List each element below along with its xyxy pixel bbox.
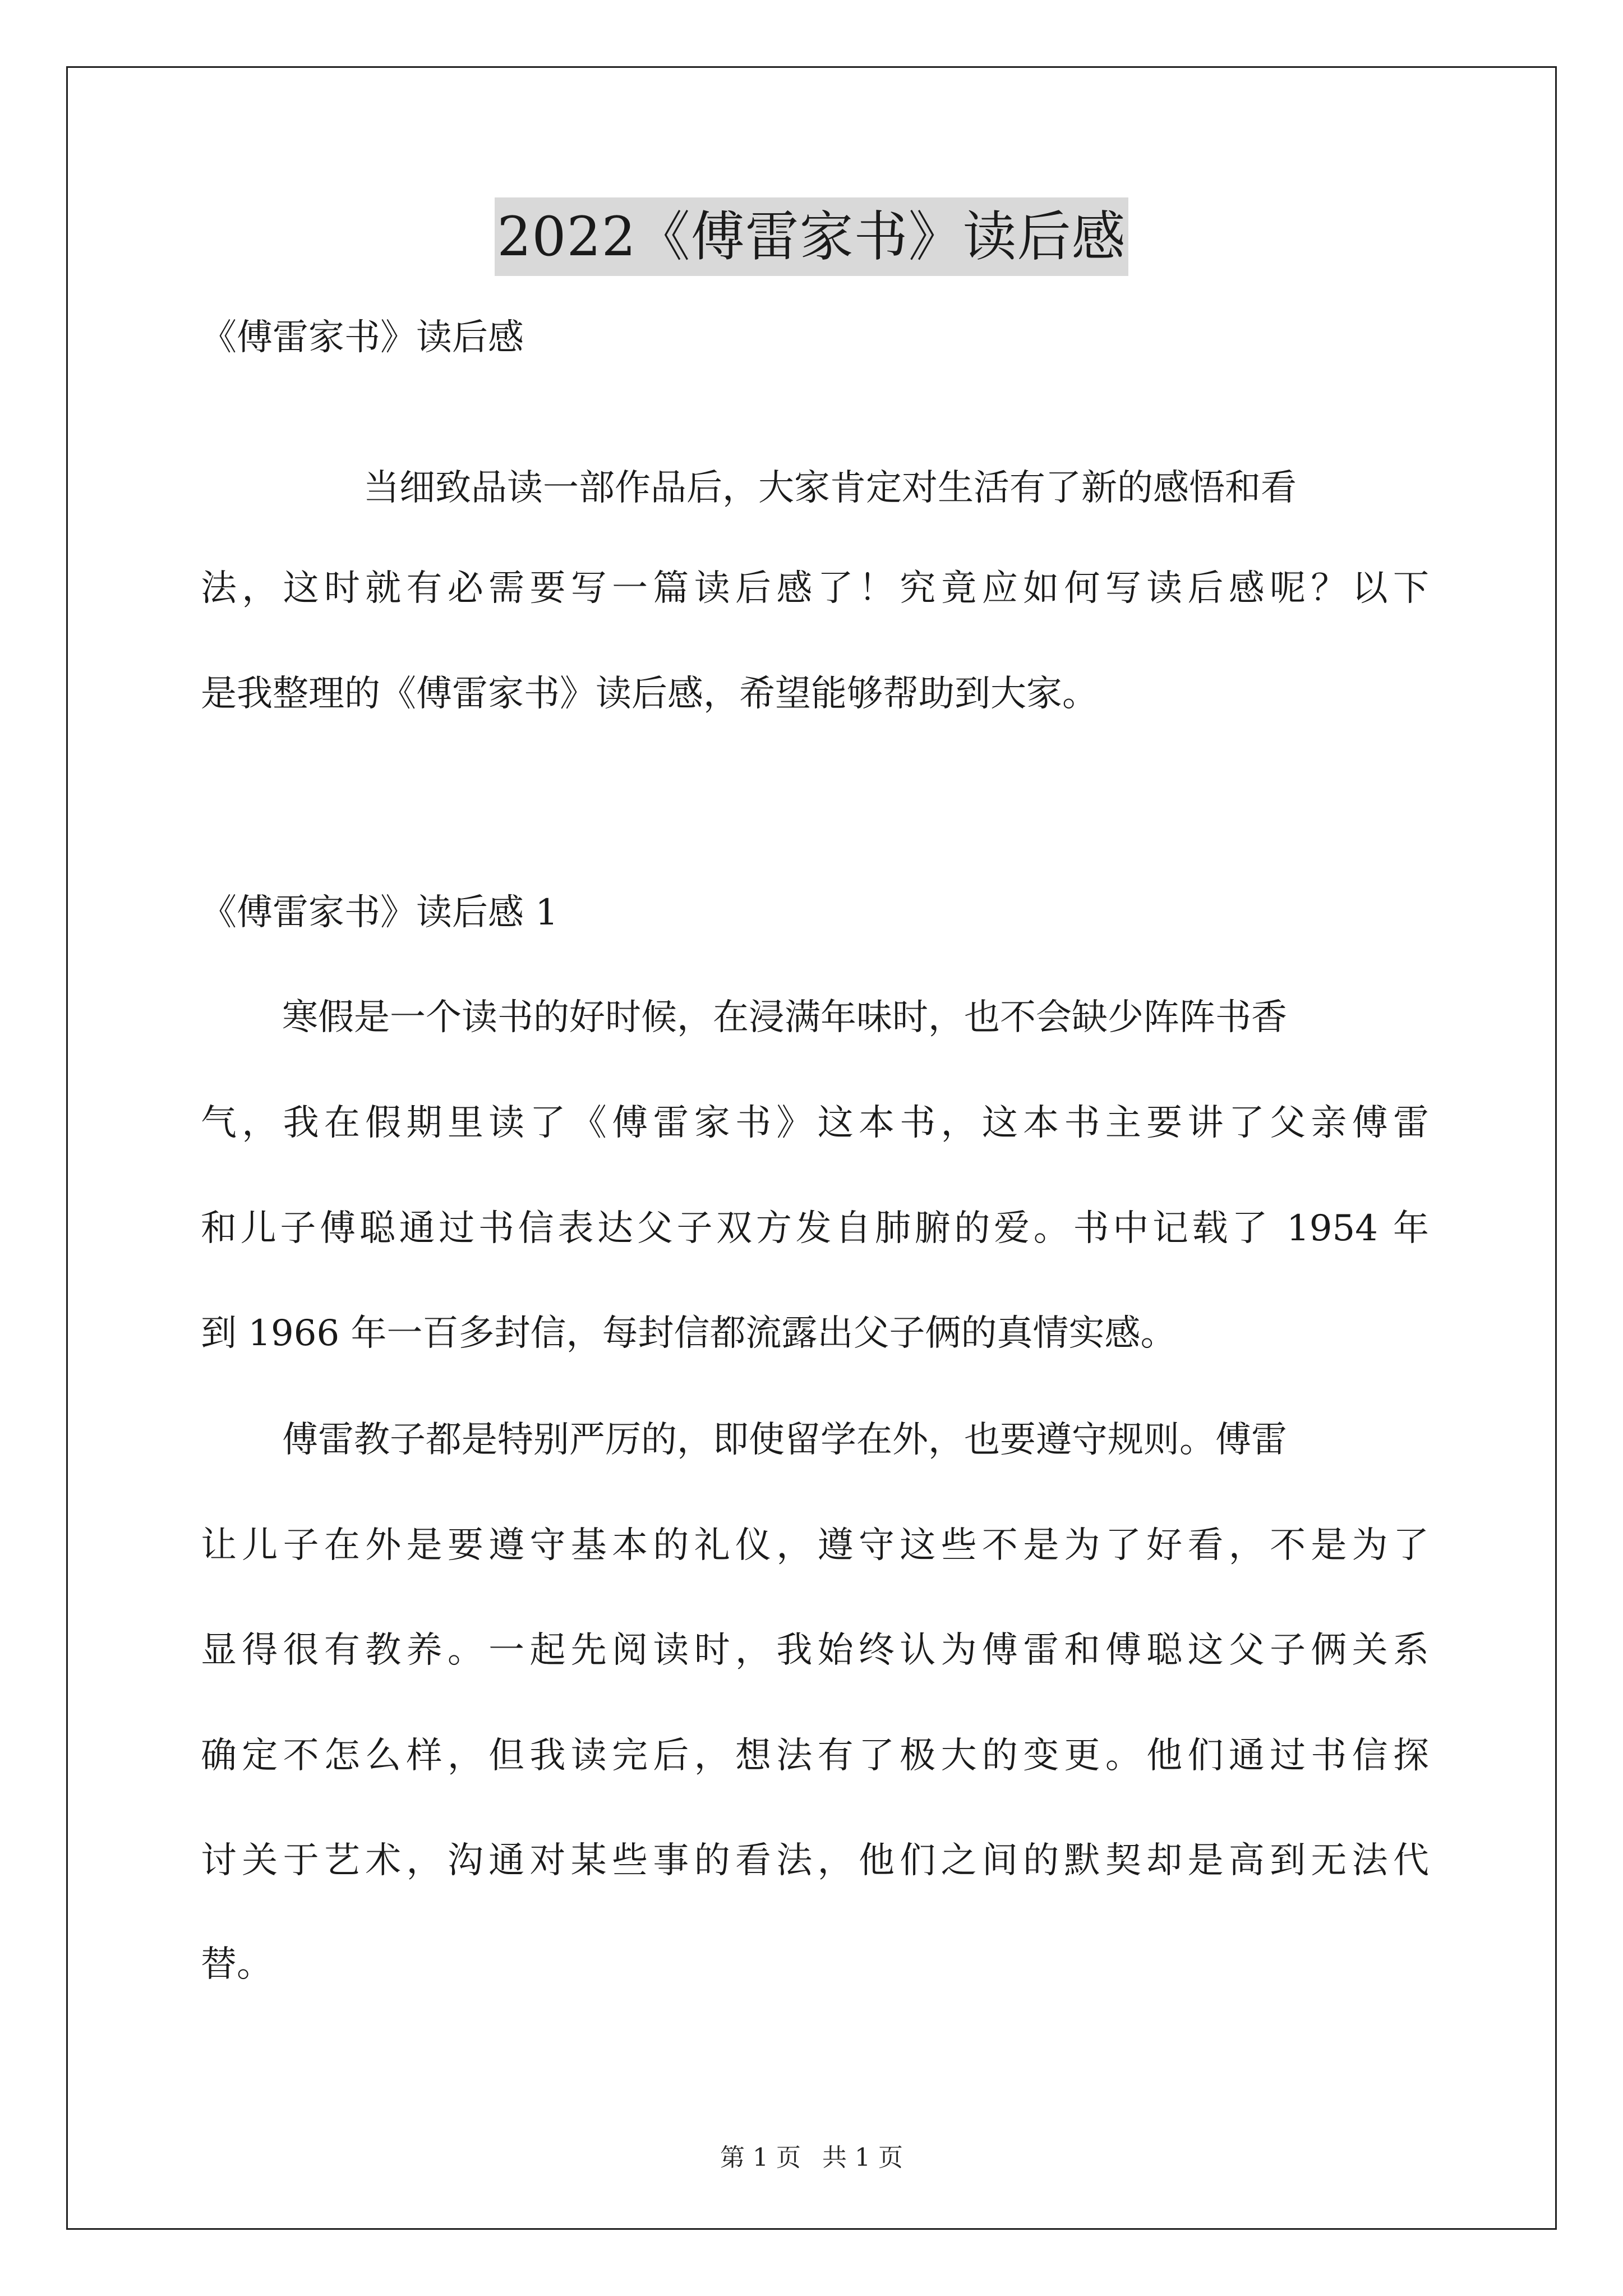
paragraph2-line-5: 讨关于艺术，沟通对某些事的看法，他们之间的默契却是高到无法代 — [201, 1840, 1429, 1881]
page-number: 第 1 页 — [720, 2143, 801, 2172]
intro-line-1: 当细致品读一部作品后，大家肯定对生活有了新的感悟和看 — [363, 467, 1297, 509]
paragraph2-line-4: 确定不怎么样，但我读完后，想法有了极大的变更。他们通过书信探 — [201, 1735, 1429, 1777]
title-container — [0, 197, 1623, 276]
page-total: 共 1 页 — [822, 2143, 903, 2172]
paragraph1-line-2: 气，我在假期里读了《傅雷家书》这本书，这本书主要讲了父亲傅雷 — [201, 1102, 1429, 1144]
paragraph2-line-2: 让儿子在外是要遵守基本的礼仪，遵守这些不是为了好看，不是为了 — [201, 1525, 1429, 1566]
page-border — [66, 66, 1557, 2230]
document-title: 2022《傅雷家书》读后感 — [495, 197, 1128, 276]
intro-line-3: 是我整理的《傅雷家书》读后感，希望能够帮助到大家。 — [201, 673, 1098, 715]
paragraph1-line-3: 和儿子傅聪通过书信表达父子双方发自肺腑的爱。书中记载了 1954 年 — [201, 1208, 1429, 1249]
page-footer — [0, 2137, 1623, 2173]
intro-line-2: 法，这时就有必需要写一篇读后感了！究竟应如何写读后感呢？以下 — [201, 568, 1429, 609]
paragraph2-line-1: 傅雷教子都是特别严厉的，即使留学在外，也要遵守规则。傅雷 — [282, 1419, 1287, 1461]
paragraph1-line-1: 寒假是一个读书的好时候，在浸满年味时，也不会缺少阵阵书香 — [282, 997, 1287, 1038]
section-heading: 《傅雷家书》读后感 1 — [201, 892, 559, 933]
paragraph2-line-3: 显得很有教养。一起先阅读时，我始终认为傅雷和傅聪这父子俩关系 — [201, 1630, 1429, 1671]
paragraph1-line-4: 到 1966 年一百多封信，每封信都流露出父子俩的真情实感。 — [201, 1313, 1177, 1354]
paragraph2-line-6: 替。 — [201, 1944, 273, 1985]
document-subtitle: 《傅雷家书》读后感 — [201, 317, 524, 358]
